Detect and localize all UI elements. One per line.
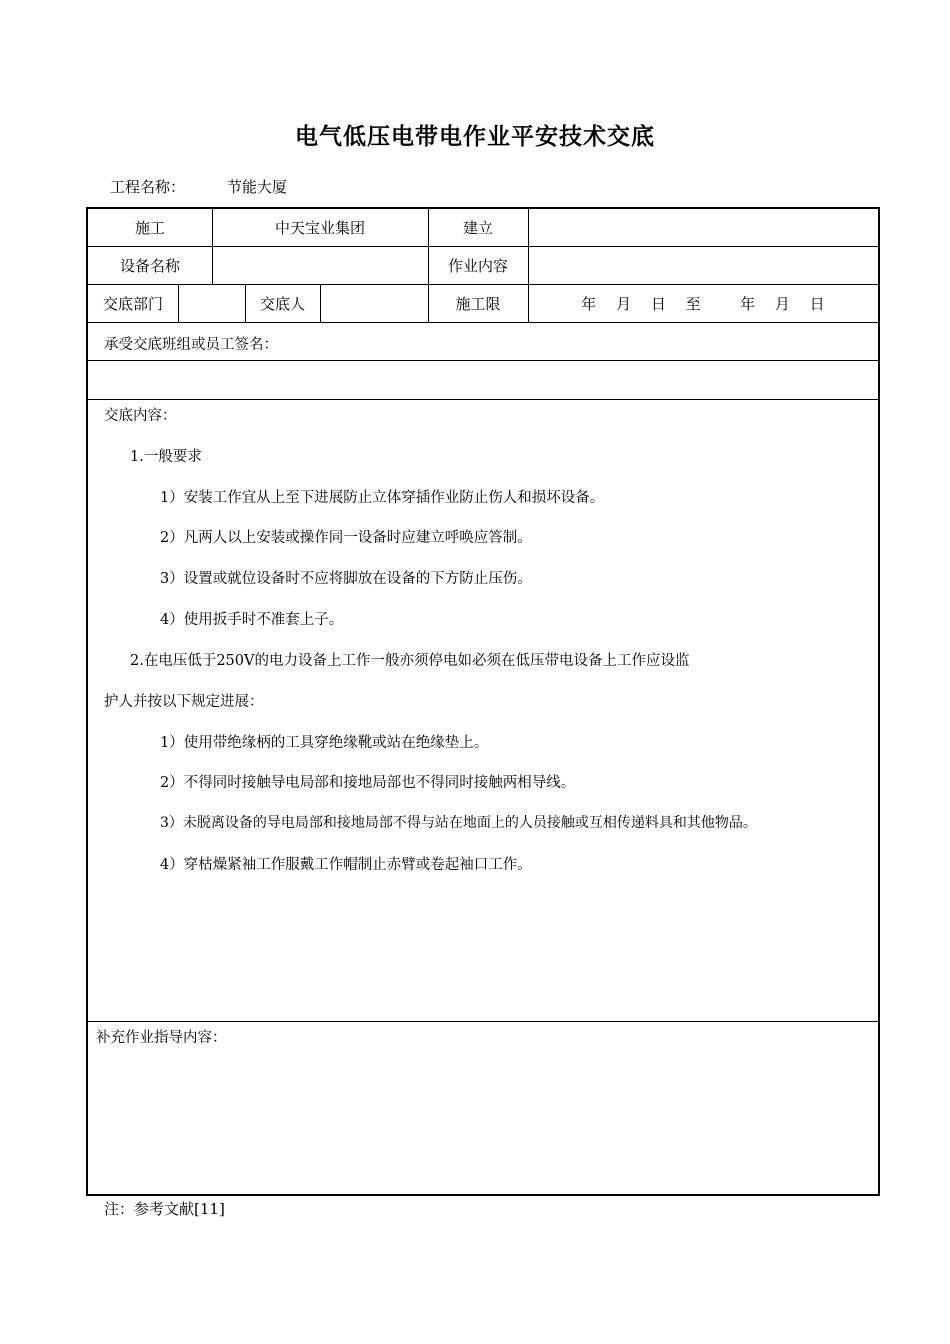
content-line: 护人并按以下规定进展：	[104, 694, 264, 710]
work-content-label: 作业内容	[447, 256, 508, 275]
supervision-value[interactable]	[528, 209, 878, 246]
construction-label: 施工	[134, 219, 165, 237]
project-name: 节能大厦	[227, 178, 288, 196]
briefing-person-label: 交底人	[259, 294, 305, 313]
document-title: 电气低压电带电作业平安技术交底	[295, 124, 655, 150]
work-content-value[interactable]	[528, 246, 878, 284]
project-line	[110, 176, 287, 197]
equipment-name-value[interactable]	[212, 246, 428, 284]
form-table	[86, 207, 880, 1196]
content-line: 3）设置或就位设备时不应将脚放在设备的下方防止压伤。	[160, 571, 532, 587]
briefing-person-value[interactable]	[320, 284, 428, 322]
supervision-label: 建立	[462, 219, 493, 237]
row-divider	[88, 399, 878, 400]
content-line: 4）使用扳手时不准套上子。	[160, 612, 344, 628]
content-line: 2.在电压低于250V的电力设备上工作一般亦须停电如必须在低压带电设备上工作应设监	[130, 653, 690, 669]
supplement-label: 补充作业指导内容：	[96, 1030, 227, 1046]
content-line: 1）安装工作宜从上至下进展防止立体穿插作业防止伤人和损坏设备。	[160, 490, 605, 506]
signature-label: 承受交底班组或员工签名：	[104, 337, 278, 353]
content-line: 2）不得同时接触导电局部和接地局部也不得同时接触两相导线。	[160, 775, 576, 791]
briefing-dept-label: 交底部门	[102, 294, 163, 313]
content-line: 1）使用带绝缘柄的工具穿绝缘靴或站在绝缘垫上。	[160, 735, 489, 751]
content-line: 3）未脱离设备的导电局部和接地局部不得与站在地面上的人员接触或互相传递料具和其他物品。	[160, 815, 757, 831]
project-label: 工程名称：	[110, 178, 186, 196]
construction-period-label: 施工限	[455, 294, 501, 313]
row-divider	[88, 1021, 878, 1022]
row-divider	[88, 360, 878, 361]
construction-unit-value: 中天宝业集团	[274, 219, 365, 237]
content-label: 交底内容：	[104, 408, 177, 424]
footnote: 注：参考文献[11]	[104, 1200, 225, 1218]
content-line: 2）凡两人以上安装或操作同一设备时应建立呼唤应答制。	[160, 530, 532, 546]
briefing-dept-value[interactable]	[178, 284, 245, 322]
equipment-name-label: 设备名称	[119, 256, 180, 275]
content-line: 4）穿枯燥紧袖工作服戴工作帽制止赤臂或卷起袖口工作。	[160, 857, 532, 873]
row-divider	[88, 322, 878, 323]
content-line: 1.一般要求	[130, 449, 202, 465]
construction-period-dates[interactable]: 年 月 日 至 年 月 日	[581, 294, 825, 313]
